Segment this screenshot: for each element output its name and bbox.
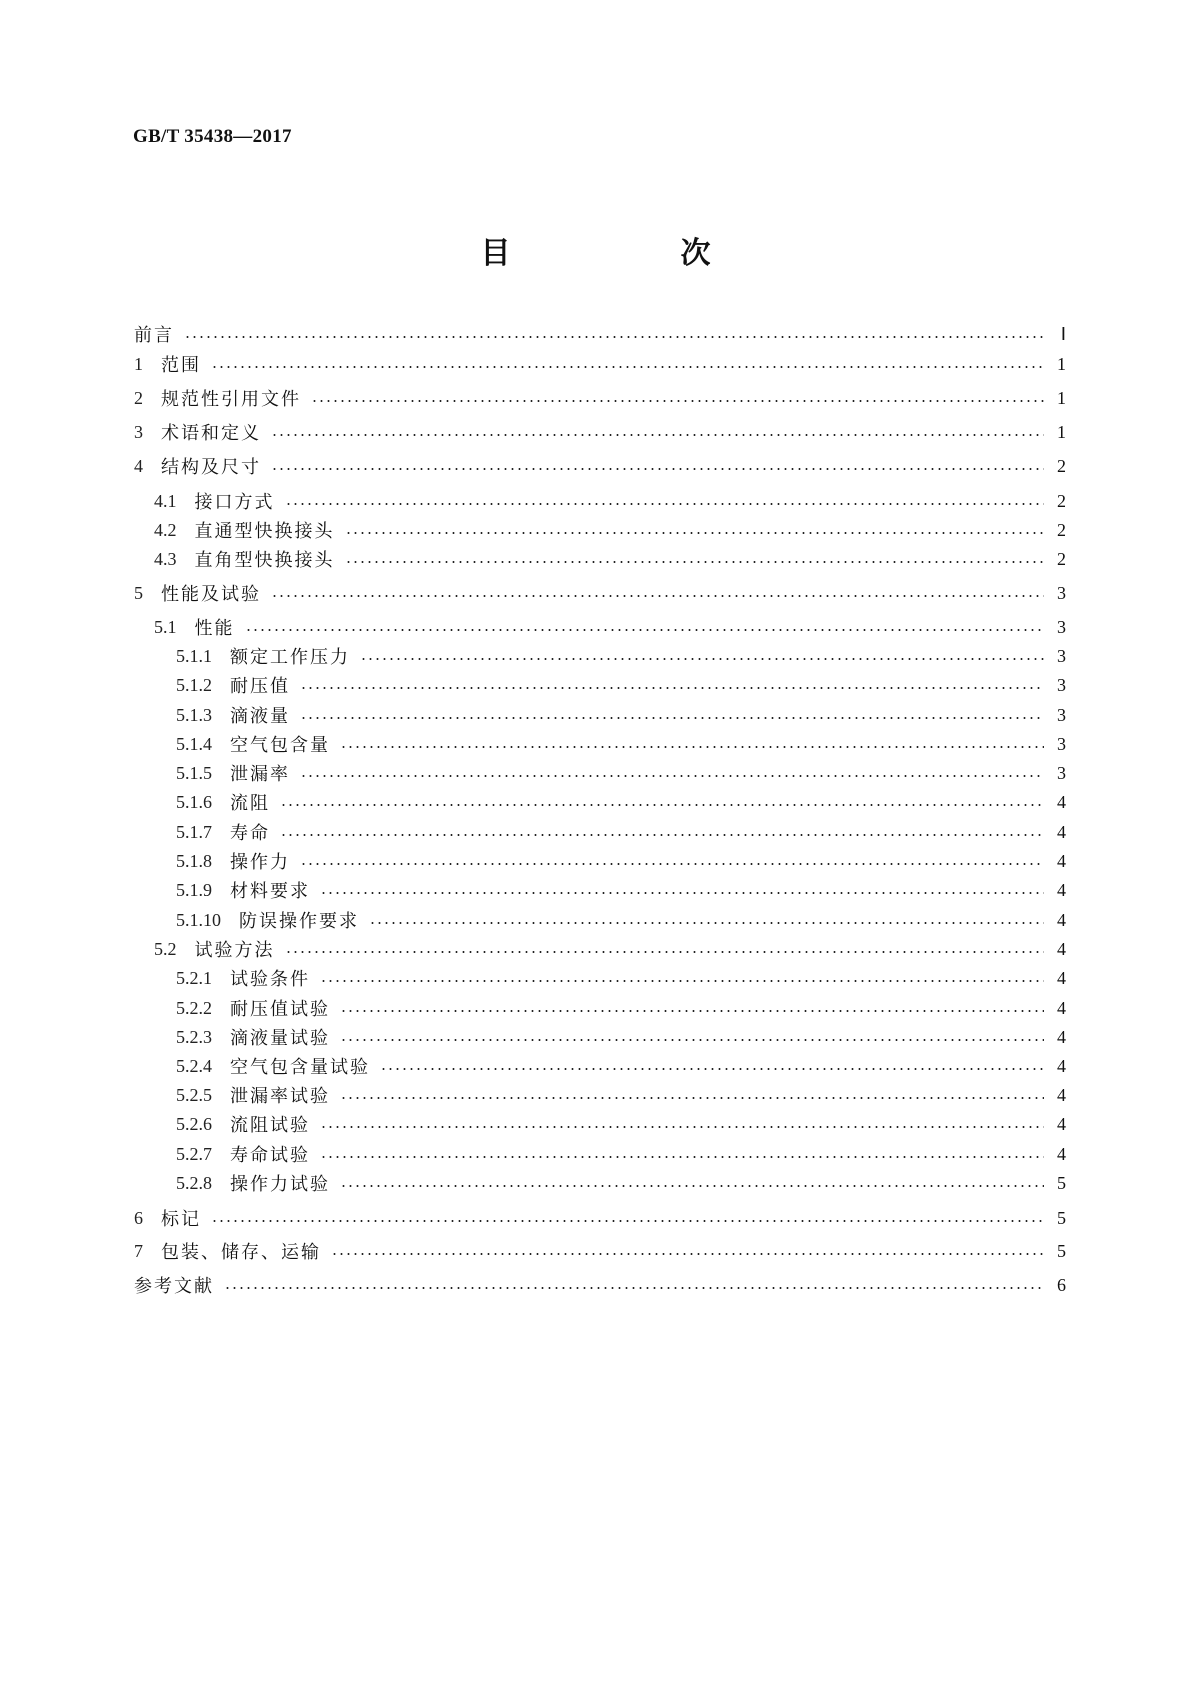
toc-entry-page: 4: [1057, 1026, 1066, 1047]
toc-entry[interactable]: [134, 1023, 1066, 1051]
toc-entry-number: 6: [134, 1207, 143, 1228]
toc-entry[interactable]: [134, 1237, 1066, 1265]
toc-entry[interactable]: [134, 701, 1066, 729]
toc-entry-page: 4: [1057, 879, 1066, 900]
toc-entry-title: 范围: [161, 355, 201, 376]
toc-entry-page: 4: [1057, 1113, 1066, 1134]
toc-entry-number: 5.1.7: [176, 821, 212, 842]
toc-entry-title: 操作力: [230, 852, 290, 873]
toc-entry-title: 结构及尺寸: [161, 457, 261, 478]
toc-entry-page: 3: [1057, 616, 1066, 637]
toc-entry-title: 耐压值试验: [230, 999, 330, 1020]
toc-dot-leader: [245, 629, 1045, 631]
toc-dot-leader: [345, 532, 1045, 534]
toc-entry[interactable]: [134, 320, 1066, 348]
toc-entry-number: 5.2.6: [176, 1113, 212, 1134]
toc-entry[interactable]: [134, 1081, 1066, 1109]
toc-entry-number: 4.2: [154, 519, 177, 540]
toc-entry-title: 性能: [194, 618, 235, 639]
toc-entry[interactable]: [134, 876, 1066, 904]
toc-entry[interactable]: [134, 964, 1066, 992]
toc-entry-page: 2: [1057, 455, 1066, 476]
toc-entry[interactable]: [134, 1110, 1066, 1138]
toc-entry-page: 1: [1057, 387, 1066, 408]
toc-entry-number: 5.1.5: [176, 762, 212, 783]
toc-dot-leader: [369, 922, 1044, 924]
toc-entry-title: 滴液量试验: [230, 1028, 330, 1049]
toc-dot-leader: [271, 468, 1044, 470]
toc-entry[interactable]: [134, 516, 1066, 544]
toc-entry[interactable]: [134, 452, 1066, 480]
toc-entry-number: 4: [134, 455, 143, 476]
toc-entry-page: 4: [1057, 1143, 1066, 1164]
toc-entry[interactable]: [134, 818, 1066, 846]
toc-entry-title: 防误操作要求: [239, 911, 359, 932]
toc-entry-page: 4: [1057, 909, 1066, 930]
toc-entry-page: 5: [1057, 1207, 1066, 1228]
toc-entry-number: 7: [134, 1240, 143, 1261]
toc-entry[interactable]: [134, 1271, 1066, 1299]
toc-entry-title: 包装、储存、运输: [161, 1242, 321, 1263]
toc-entry-page: 4: [1057, 821, 1066, 842]
toc-entry-title: 试验条件: [230, 969, 310, 990]
toc-entry-title: 寿命: [230, 823, 270, 844]
toc-entry-page: 3: [1057, 582, 1066, 603]
toc-entry-number: 5.2.5: [176, 1084, 212, 1105]
toc-entry-number: 4.3: [154, 548, 177, 569]
toc-entry-page: 4: [1057, 1084, 1066, 1105]
toc-dot-leader: [211, 1220, 1044, 1222]
toc-entry[interactable]: [134, 613, 1066, 641]
toc-dot-leader: [340, 1185, 1044, 1187]
toc-entry-title: 直通型快换接头: [194, 521, 335, 542]
toc-entry[interactable]: [134, 384, 1066, 412]
page-title: 目 次: [480, 236, 781, 271]
toc-entry[interactable]: [134, 906, 1066, 934]
toc-entry-number: 4.1: [154, 490, 177, 511]
toc-dot-leader: [300, 775, 1044, 777]
toc-entry[interactable]: [134, 671, 1066, 699]
toc-entry-title: 前言: [134, 325, 174, 346]
toc-entry-page: 3: [1057, 674, 1066, 695]
toc-entry[interactable]: [134, 1140, 1066, 1168]
toc-entry-number: 5.2.8: [176, 1172, 212, 1193]
toc-entry[interactable]: [134, 759, 1066, 787]
toc-entry-page: 3: [1057, 645, 1066, 666]
toc-entry-number: 5.1.8: [176, 850, 212, 871]
toc-entry-page: 4: [1057, 850, 1066, 871]
toc-dot-leader: [340, 746, 1044, 748]
toc-entry-number: 5.1.1: [176, 645, 212, 666]
toc-entry-title: 术语和定义: [161, 423, 261, 444]
toc-entry-title: 操作力试验: [230, 1174, 330, 1195]
toc-dot-leader: [340, 1039, 1044, 1041]
toc-entry[interactable]: [134, 730, 1066, 758]
toc-entry[interactable]: [134, 350, 1066, 378]
toc-entry-number: 5.2.7: [176, 1143, 212, 1164]
toc-dot-leader: [224, 1287, 1044, 1289]
toc-entry-page: 3: [1057, 704, 1066, 725]
toc-dot-leader: [300, 863, 1044, 865]
toc-entry-title: 空气包含量试验: [230, 1057, 370, 1078]
toc-entry-page: Ⅰ: [1060, 323, 1066, 344]
toc-entry-title: 泄漏率: [230, 764, 290, 785]
toc-entry-page: 2: [1057, 519, 1066, 540]
toc-entry-title: 材料要求: [230, 881, 310, 902]
toc-entry-number: 5.2.3: [176, 1026, 212, 1047]
toc-dot-leader: [311, 400, 1044, 402]
toc-dot-leader: [300, 687, 1044, 689]
toc-entry-page: 4: [1057, 791, 1066, 812]
toc-dot-leader: [360, 658, 1044, 660]
toc-entry-title: 泄漏率试验: [230, 1086, 330, 1107]
toc-dot-leader: [320, 892, 1044, 894]
toc-dot-leader: [280, 804, 1044, 806]
toc-entry-page: 6: [1057, 1274, 1066, 1295]
toc-entry-page: 2: [1057, 490, 1066, 511]
toc-entry-title: 参考文献: [134, 1276, 214, 1297]
toc-entry-page: 1: [1057, 421, 1066, 442]
toc-entry-page: 5: [1057, 1240, 1066, 1261]
toc-dot-leader: [271, 434, 1044, 436]
toc-entry-title: 接口方式: [194, 492, 275, 513]
toc-entry-title: 滴液量: [230, 706, 290, 727]
toc-dot-leader: [320, 980, 1044, 982]
toc-dot-leader: [345, 561, 1045, 563]
toc-entry-page: 4: [1057, 938, 1066, 959]
toc-entry-title: 流阻: [230, 793, 270, 814]
toc-entry-page: 4: [1057, 967, 1066, 988]
toc-dot-leader: [271, 595, 1044, 597]
toc-entry-number: 5: [134, 582, 143, 603]
toc-entry[interactable]: [134, 487, 1066, 515]
toc-entry-page: 4: [1057, 997, 1066, 1018]
toc-entry-number: 5.1.10: [176, 909, 221, 930]
toc-entry-number: 5.1.2: [176, 674, 212, 695]
toc-entry-page: 2: [1057, 548, 1066, 569]
toc-entry-page: 5: [1057, 1172, 1066, 1193]
toc-dot-leader: [211, 366, 1044, 368]
toc-entry-number: 5.2.2: [176, 997, 212, 1018]
toc-entry-number: 3: [134, 421, 143, 442]
toc-entry[interactable]: [134, 1204, 1066, 1232]
toc-entry-number: 5.1.9: [176, 879, 212, 900]
toc-entry-number: 5.1.6: [176, 791, 212, 812]
toc-entry-title: 流阻试验: [230, 1115, 310, 1136]
toc-entry-title: 额定工作压力: [230, 647, 350, 668]
toc-entry-title: 直角型快换接头: [194, 550, 335, 571]
toc-entry-number: 5.2: [154, 938, 177, 959]
toc-dot-leader: [320, 1126, 1044, 1128]
toc-entry-number: 5.2.1: [176, 967, 212, 988]
toc-entry-number: 2: [134, 387, 143, 408]
toc-entry-number: 1: [134, 353, 143, 374]
toc-entry-title: 标记: [161, 1209, 201, 1230]
toc-entry[interactable]: [134, 642, 1066, 670]
toc-dot-leader: [340, 1097, 1044, 1099]
toc-entry[interactable]: [134, 1169, 1066, 1197]
toc-entry[interactable]: [134, 579, 1066, 607]
toc-entry-page: 3: [1057, 762, 1066, 783]
toc-entry[interactable]: [134, 1052, 1066, 1080]
toc-dot-leader: [184, 336, 1044, 338]
toc-dot-leader: [340, 1010, 1044, 1012]
toc-entry-page: 4: [1057, 1055, 1066, 1076]
toc-dot-leader: [320, 1156, 1044, 1158]
standard-code: GB/T 35438—2017: [133, 126, 292, 147]
toc-entry-number: 5.1.4: [176, 733, 212, 754]
toc-dot-leader: [285, 503, 1045, 505]
toc-entry-title: 规范性引用文件: [161, 389, 301, 410]
toc-entry-title: 耐压值: [230, 676, 290, 697]
toc-entry[interactable]: [134, 994, 1066, 1022]
toc-dot-leader: [380, 1068, 1044, 1070]
toc-entry[interactable]: [134, 847, 1066, 875]
toc-entry-title: 空气包含量: [230, 735, 330, 756]
toc-entry[interactable]: [134, 935, 1066, 963]
toc-entry[interactable]: [134, 545, 1066, 573]
toc-entry-number: 5.1: [154, 616, 177, 637]
toc-entry-number: 5.1.3: [176, 704, 212, 725]
toc-dot-leader: [285, 951, 1045, 953]
toc-dot-leader: [300, 717, 1044, 719]
toc-dot-leader: [280, 834, 1044, 836]
toc-entry-title: 试验方法: [194, 940, 275, 961]
toc-entry[interactable]: [134, 418, 1066, 446]
toc-entry-page: 3: [1057, 733, 1066, 754]
toc-dot-leader: [331, 1253, 1044, 1255]
toc-entry-title: 寿命试验: [230, 1145, 310, 1166]
toc-entry-title: 性能及试验: [161, 584, 261, 605]
toc-entry[interactable]: [134, 788, 1066, 816]
toc-entry-page: 1: [1057, 353, 1066, 374]
toc-entry-number: 5.2.4: [176, 1055, 212, 1076]
